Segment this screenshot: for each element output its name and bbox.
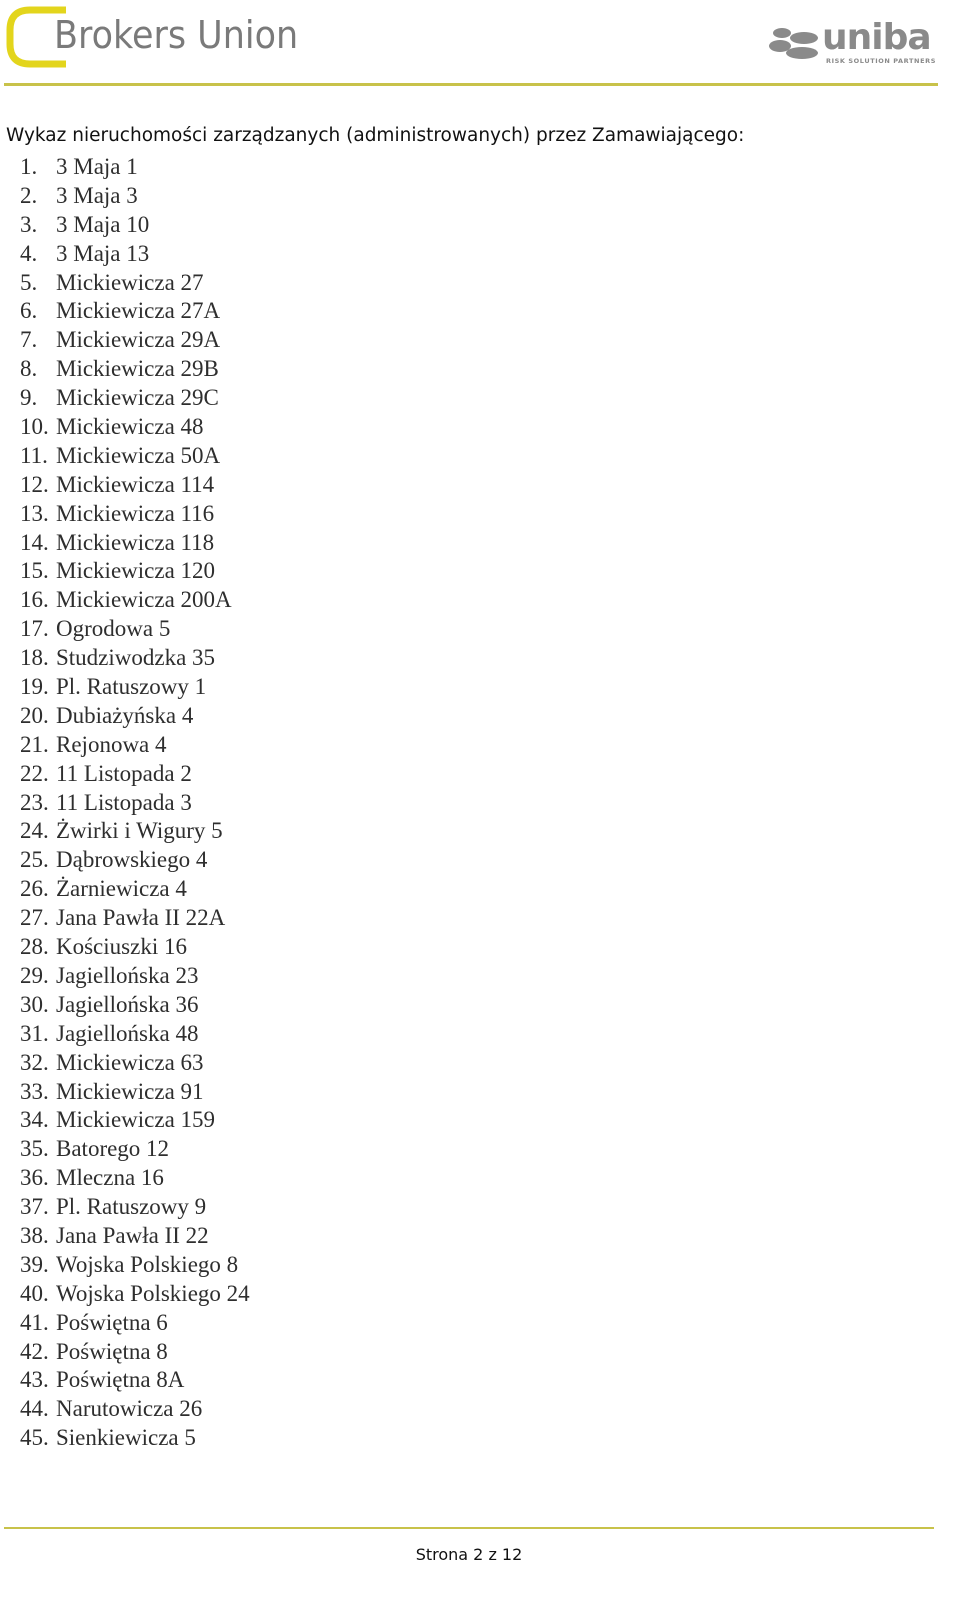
list-item-number: 35. — [20, 1136, 49, 1162]
list-item-address: Pl. Ratuszowy 9 — [56, 1194, 207, 1220]
list-item-number: 2. — [20, 182, 38, 208]
list-item-number: 3. — [20, 211, 38, 237]
list-item — [20, 615, 250, 644]
list-item — [20, 384, 250, 413]
list-item-number: 21. — [20, 731, 49, 757]
list-item-number: 10. — [20, 414, 49, 440]
list-item-address: Mickiewicza 29B — [56, 356, 219, 382]
list-item — [20, 1049, 250, 1078]
list-item — [20, 586, 250, 615]
list-item-address: 3 Maja 13 — [56, 240, 150, 266]
list-item-address: Poświętna 6 — [56, 1309, 168, 1335]
list-item — [20, 1251, 250, 1280]
brokers-union-logo-text: Brokers Union — [54, 13, 299, 57]
list-item — [20, 875, 250, 904]
list-item-address: Sienkiewicza 5 — [56, 1425, 196, 1451]
list-item — [20, 1338, 250, 1367]
list-item-number: 40. — [20, 1280, 49, 1306]
uniba-logo — [768, 17, 938, 70]
list-item — [20, 1164, 250, 1193]
list-item-address: Pl. Ratuszowy 1 — [56, 674, 207, 700]
list-item-number: 18. — [20, 645, 49, 671]
list-item-address: Wojska Polskiego 8 — [56, 1251, 239, 1277]
list-item-number: 20. — [20, 702, 49, 728]
list-item-address: Studziwodzka 35 — [56, 645, 216, 671]
list-item — [20, 962, 250, 991]
list-item-address: 3 Maja 1 — [56, 154, 138, 179]
list-item-address: Kościuszki 16 — [56, 934, 187, 960]
list-item-address: Rejonowa 4 — [56, 731, 167, 757]
list-item-number: 37. — [20, 1194, 49, 1220]
list-item — [20, 760, 250, 789]
list-item-address: Mickiewicza 29A — [56, 327, 221, 353]
list-item-number: 27. — [20, 905, 49, 931]
list-item-address: Mickiewicza 120 — [56, 558, 216, 584]
list-item-number: 15. — [20, 558, 49, 584]
list-item-number: 26. — [20, 876, 49, 902]
list-item — [20, 471, 250, 500]
list-item-number: 25. — [20, 847, 49, 873]
brokers-union-logo — [4, 4, 304, 74]
list-item — [20, 1395, 250, 1424]
list-item-address: Mickiewicza 48 — [56, 414, 204, 440]
list-item-number: 14. — [20, 529, 49, 555]
list-item-number: 17. — [20, 616, 49, 642]
list-item-address: Jagiellońska 36 — [56, 991, 199, 1017]
list-item — [20, 297, 250, 326]
list-item-address: Mickiewicza 29C — [56, 385, 219, 411]
list-item — [20, 1078, 250, 1107]
list-item — [20, 1222, 250, 1251]
list-item — [20, 240, 250, 269]
list-item-number: 6. — [20, 298, 38, 324]
list-item-address: 3 Maja 3 — [56, 182, 138, 208]
list-item — [20, 702, 250, 731]
list-item — [20, 500, 250, 529]
list-item — [20, 1424, 250, 1453]
list-item — [20, 817, 250, 846]
list-item-number: 22. — [20, 760, 49, 786]
uniba-pebbles-icon — [768, 26, 826, 60]
list-item-address: Poświętna 8 — [56, 1338, 168, 1364]
list-item-number: 38. — [20, 1222, 49, 1248]
list-item-address: Jana Pawła II 22A — [56, 905, 226, 931]
list-item — [20, 904, 250, 933]
list-item-address: 11 Listopada 2 — [56, 760, 192, 786]
page-header — [0, 0, 960, 88]
list-item-number: 4. — [20, 240, 38, 266]
list-item-address: Poświętna 8A — [56, 1367, 185, 1393]
list-item — [20, 1135, 250, 1164]
list-item-number: 11. — [20, 442, 48, 468]
list-item-address: Mickiewicza 50A — [56, 442, 221, 468]
list-item-address: Mickiewicza 200A — [56, 587, 232, 613]
list-item — [20, 211, 250, 240]
list-item-address: Dubiażyńska 4 — [56, 702, 194, 728]
list-item — [20, 355, 250, 384]
list-item — [20, 1020, 250, 1049]
list-item-number: 42. — [20, 1338, 49, 1364]
list-item — [20, 182, 250, 211]
list-item — [20, 789, 250, 818]
list-item-address: Mickiewicza 27 — [56, 269, 204, 295]
list-item-address: Mleczna 16 — [56, 1165, 164, 1191]
list-item-address: Mickiewicza 159 — [56, 1107, 216, 1133]
list-item — [20, 933, 250, 962]
list-item — [20, 326, 250, 355]
list-item-number: 36. — [20, 1165, 49, 1191]
list-item-number: 43. — [20, 1367, 49, 1393]
list-item-address: 11 Listopada 3 — [56, 789, 192, 815]
list-item — [20, 557, 250, 586]
list-item-number: 8. — [20, 356, 38, 382]
page-number: Strona 2 z 12 — [415, 1545, 523, 1564]
list-item — [20, 1309, 250, 1338]
list-item — [20, 644, 250, 673]
list-item-number: 5. — [20, 269, 38, 295]
list-item-number: 16. — [20, 587, 49, 613]
list-item-address: Jagiellońska 48 — [56, 1020, 199, 1046]
list-item-number: 30. — [20, 991, 49, 1017]
list-item — [20, 991, 250, 1020]
list-item-address: Jana Pawła II 22 — [56, 1222, 209, 1248]
list-item-address: Mickiewicza 63 — [56, 1049, 204, 1075]
list-item-address: Dąbrowskiego 4 — [56, 847, 208, 873]
list-item-number: 12. — [20, 471, 49, 497]
list-item-address: Żwirki i Wigury 5 — [56, 818, 223, 844]
list-item-number: 28. — [20, 934, 49, 960]
list-item-number: 45. — [20, 1425, 49, 1451]
list-item-address: Żarniewicza 4 — [56, 876, 187, 902]
list-item-number: 44. — [20, 1396, 49, 1422]
list-item-address: Mickiewicza 118 — [56, 529, 215, 555]
uniba-logo-text: uniba — [822, 17, 931, 58]
list-item-number: 7. — [20, 327, 38, 353]
list-item-address: Ogrodowa 5 — [56, 616, 171, 642]
list-item — [20, 1106, 250, 1135]
list-item — [20, 673, 250, 702]
list-item — [20, 1193, 250, 1222]
list-item-address: Batorego 12 — [56, 1136, 170, 1162]
list-item-number: 39. — [20, 1251, 49, 1277]
footer-divider — [4, 1527, 934, 1529]
list-item — [20, 731, 250, 760]
list-item — [20, 529, 250, 558]
list-item-number: 23. — [20, 789, 49, 815]
list-item-number: 31. — [20, 1020, 49, 1046]
list-item-number: 34. — [20, 1107, 49, 1133]
intro-text: Wykaz nieruchomości zarządzanych (administrowanych) przez Zamawiającego: — [6, 125, 745, 146]
list-item-address: Mickiewicza 114 — [56, 471, 215, 497]
list-item-number: 13. — [20, 500, 49, 526]
list-item-address: Wojska Polskiego 24 — [56, 1280, 250, 1306]
list-item-number: 33. — [20, 1078, 49, 1104]
list-item — [20, 269, 250, 298]
list-item-number: 1. — [20, 154, 38, 179]
list-item — [20, 442, 250, 471]
list-item — [20, 153, 250, 182]
list-item-address: Mickiewicza 116 — [56, 500, 215, 526]
property-list — [20, 153, 250, 1453]
list-item — [20, 846, 250, 875]
list-item-number: 41. — [20, 1309, 49, 1335]
list-item-number: 9. — [20, 385, 38, 411]
list-item-address: Mickiewicza 91 — [56, 1078, 204, 1104]
list-item-address: Narutowicza 26 — [56, 1396, 203, 1422]
list-item — [20, 1280, 250, 1309]
list-item-address: Mickiewicza 27A — [56, 298, 221, 324]
list-item-number: 24. — [20, 818, 49, 844]
uniba-tagline: RISK SOLUTION PARTNERS — [826, 57, 936, 65]
list-item-number: 19. — [20, 674, 49, 700]
list-item-number: 29. — [20, 962, 49, 988]
header-divider — [4, 83, 938, 86]
list-item-address: 3 Maja 10 — [56, 211, 150, 237]
list-item — [20, 413, 250, 442]
list-item — [20, 1366, 250, 1395]
list-item-number: 32. — [20, 1049, 49, 1075]
list-item-address: Jagiellońska 23 — [56, 962, 199, 988]
